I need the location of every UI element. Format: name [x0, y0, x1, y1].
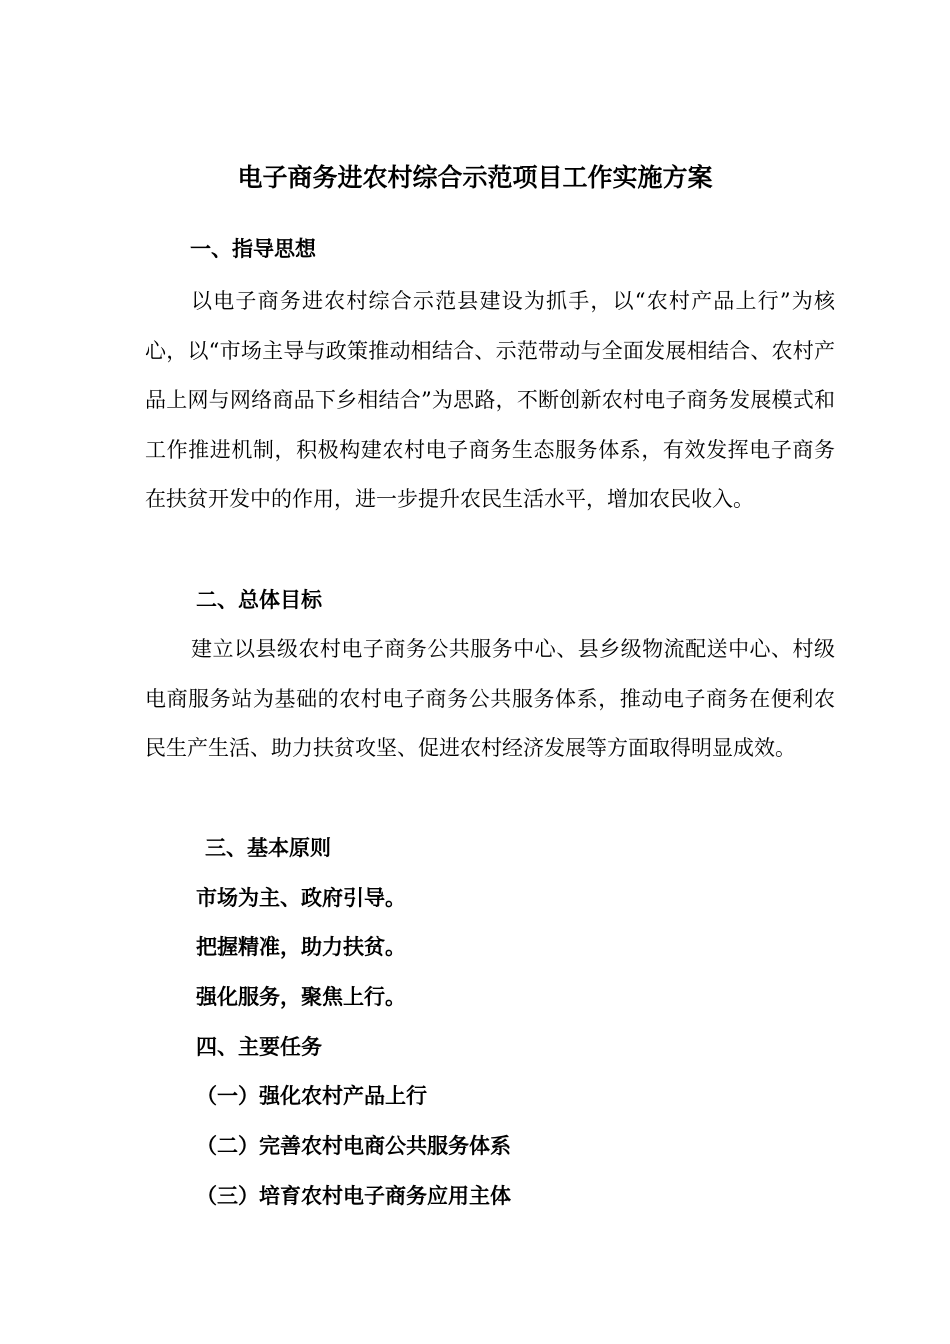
principle-item: 市场为主、政府引导。 [196, 885, 406, 910]
section-heading-main-tasks: 四、主要任务 [196, 1034, 322, 1059]
section-heading-overall-goal: 二、总体目标 [196, 587, 322, 612]
section-heading-guiding-ideology: 一、指导思想 [190, 236, 316, 261]
section-heading-basic-principles: 三、基本原则 [205, 835, 331, 860]
task-item: （三）培育农村电子商务应用主体 [196, 1183, 511, 1208]
task-item: （二）完善农村电商公共服务体系 [196, 1133, 511, 1158]
section-paragraph-guiding-ideology: 以电子商务进农村综合示范县建设为抓手，以“农村产品上行”为核心，以“市场主导与政策推动相结合、示范带动与全面发展相结合、农村产品上网与网络商品下乡相结合”为思路，不断创新农村电子商务发展模式和工作推进机制，积极构建农村电子商务生态服务体系，有效发挥电子商务在扶贫开发中的作用，进一步提升农民生活水平，增加农民收入。 [145, 289, 835, 511]
principle-item: 把握精准，助力扶贫。 [196, 934, 406, 959]
principle-item: 强化服务，聚焦上行。 [196, 984, 406, 1009]
section-paragraph-overall-goal: 建立以县级农村电子商务公共服务中心、县乡级物流配送中心、村级电商服务站为基础的农村电子商务公共服务体系，推动电子商务在便利农民生产生活、助力扶贫攻坚、促进农村经济发展等方面取得明显成效。 [145, 637, 835, 760]
document-title: 电子商务进农村综合示范项目工作实施方案 [237, 163, 713, 192]
task-item: （一）强化农村产品上行 [196, 1083, 427, 1108]
